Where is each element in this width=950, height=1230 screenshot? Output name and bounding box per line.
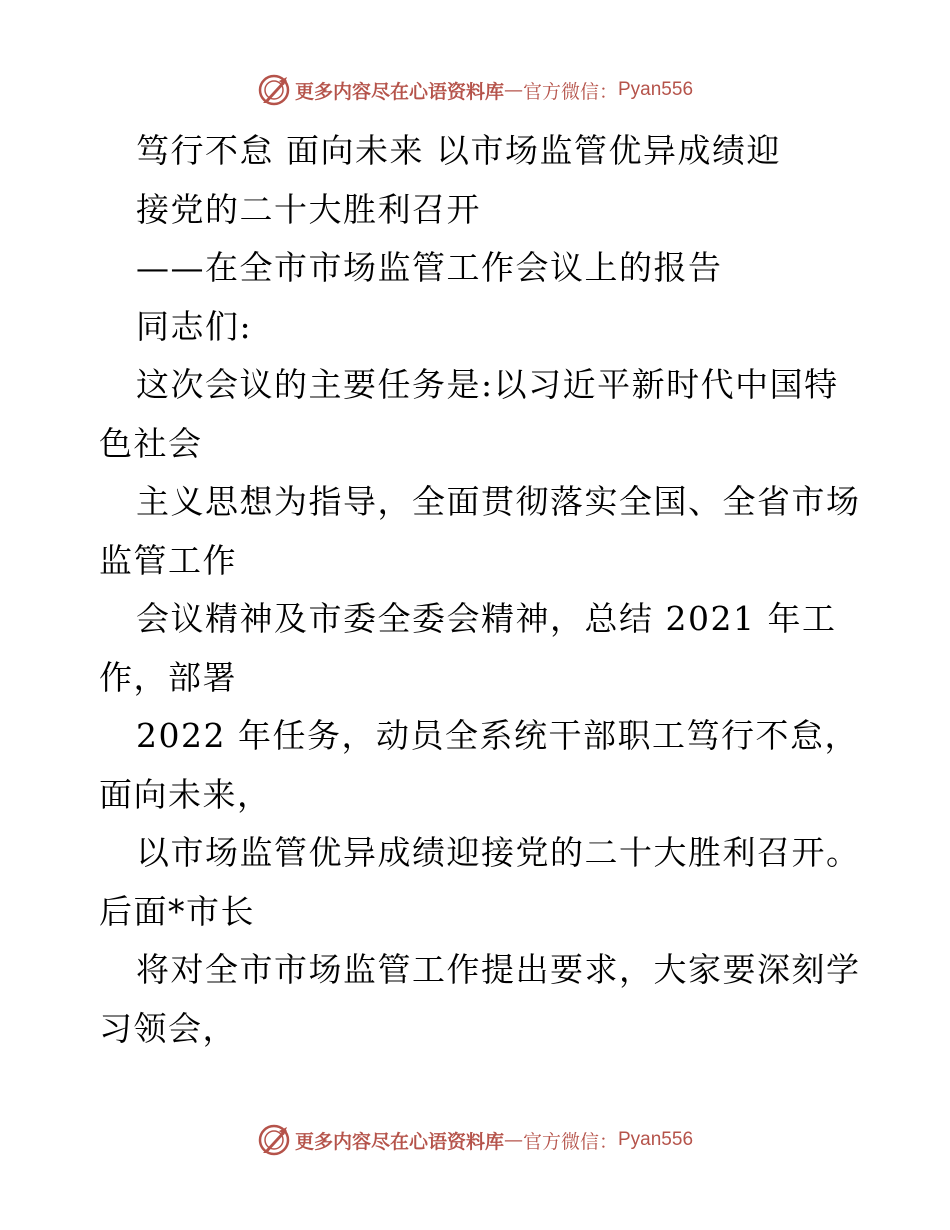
text-line: ——在全市市场监管工作会议上的报告 <box>136 248 723 287</box>
banner-text: 更多内容尽在心语资料库 <box>294 1130 504 1153</box>
text-line: 习领会， <box>99 1008 237 1048</box>
banner-wechat-id: Pyan556 <box>618 79 694 100</box>
banner-wechat-label: 官方微信： <box>522 80 618 103</box>
document-body <box>99 122 859 1058</box>
quill-logo-icon <box>257 73 291 107</box>
text-line: 监管工作 <box>99 540 237 580</box>
header-banner <box>0 70 950 110</box>
text-line: 会议精神及市委全委会精神，总结 2021 年工 <box>136 599 837 638</box>
text-line: 接党的二十大胜利召开 <box>136 189 481 229</box>
text-line: 将对全市市场监管工作提出要求，大家要深刻学 <box>136 950 861 989</box>
text-line: 笃行不怠 面向未来 以市场监管优异成绩迎 <box>136 131 781 170</box>
text-line: 以市场监管优异成绩迎接党的二十大胜利召开。 <box>136 833 861 872</box>
text-line: 作，部署 <box>99 657 237 697</box>
footer-banner <box>0 1120 950 1160</box>
banner-separator: — <box>503 79 523 101</box>
text-line: 后面*市长 <box>99 891 255 931</box>
text-line: 主义思想为指导，全面贯彻落实全国、全省市场 <box>136 482 861 521</box>
text-line: 2022 年任务，动员全系统干部职工笃行不怠， <box>136 716 859 755</box>
text-line: 面向未来， <box>99 774 272 814</box>
text-line: 同志们: <box>136 306 253 346</box>
banner-wechat-label: 官方微信： <box>522 1130 618 1153</box>
quill-logo-icon <box>257 1123 291 1157</box>
banner-text: 更多内容尽在心语资料库 <box>294 80 504 103</box>
text-line: 这次会议的主要任务是:以习近平新时代中国特 <box>136 365 839 404</box>
banner-wechat-id: Pyan556 <box>618 1129 694 1150</box>
text-line: 色社会 <box>99 423 203 463</box>
banner-separator: — <box>503 1129 523 1151</box>
